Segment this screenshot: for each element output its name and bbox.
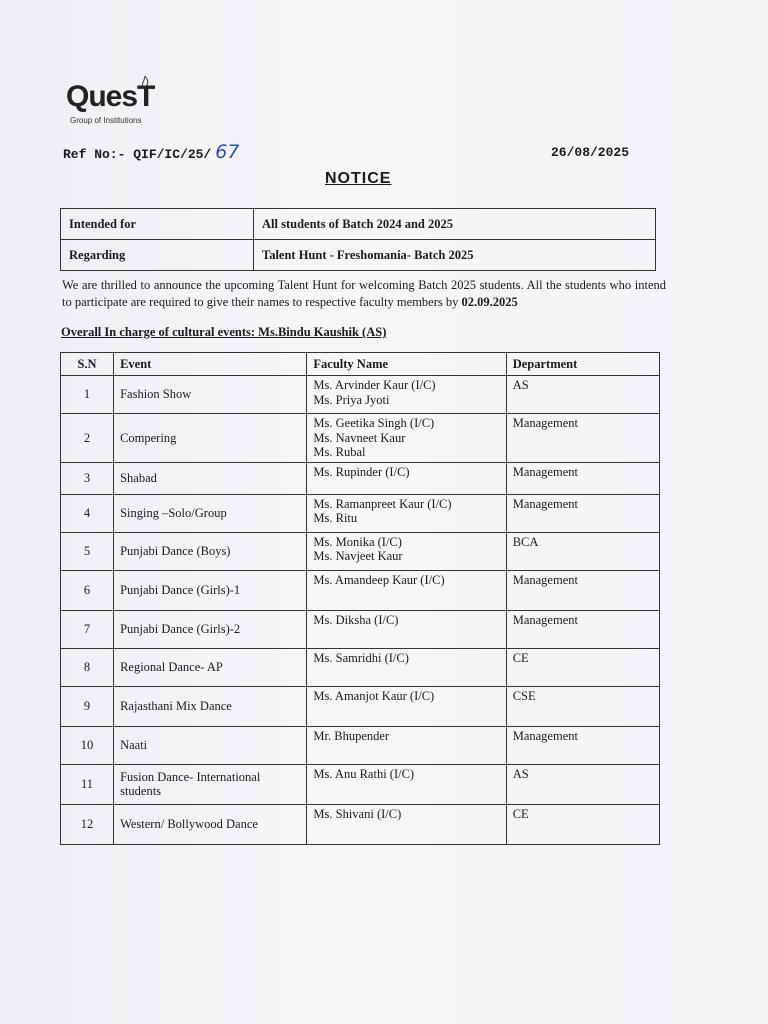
row-faculty: [307, 726, 506, 764]
row-faculty: [307, 764, 506, 804]
faculty-name: Ms. Amanjot Kaur (I/C): [313, 688, 435, 703]
faculty-name: Ms. Samridhi (I/C): [313, 650, 409, 665]
faculty-name: Ms. Ritu: [313, 511, 358, 525]
table-row: [61, 804, 660, 844]
ref-label: Ref No:- QIF/IC/25/: [63, 147, 212, 162]
row-event: Punjabi Dance (Girls)-1: [114, 570, 307, 610]
row-sn: 10: [61, 726, 114, 764]
row-event: Western/ Bollywood Dance: [114, 804, 307, 844]
row-sn: 1: [61, 376, 114, 414]
row-event: Naati: [114, 726, 307, 764]
faculty-name: Ms. Rubal: [313, 445, 366, 459]
header-department: Department: [506, 353, 659, 376]
faculty-name: Ms. Navneet Kaur: [313, 430, 406, 445]
events-table: [60, 352, 660, 845]
row-department: CSE: [506, 686, 659, 726]
row-sn: 7: [61, 610, 114, 648]
table-row: [61, 726, 660, 764]
row-sn: 3: [61, 462, 114, 494]
ref-handwritten-number: 67: [215, 141, 240, 163]
row-event: Punjabi Dance (Boys): [114, 532, 307, 570]
row-department: AS: [506, 764, 659, 804]
row-sn: 12: [61, 804, 114, 844]
row-department: BCA: [506, 532, 659, 570]
row-department: CE: [506, 648, 659, 686]
info-row-intended: [61, 209, 656, 240]
row-faculty: [307, 804, 506, 844]
intro-paragraph: [62, 277, 666, 311]
intended-label: Intended for: [61, 209, 254, 240]
row-department: Management: [506, 610, 659, 648]
row-department: AS: [506, 376, 659, 414]
table-row: [61, 376, 660, 414]
faculty-name: Ms. Diksha (I/C): [313, 612, 399, 627]
intro-text: We are thrilled to announce the upcoming Talent Hunt for welcoming Batch 2025 students. All the students who intend to participate are required to give their names to respective faculty members by: [62, 278, 666, 309]
intended-value: All students of Batch 2024 and 2025: [254, 209, 656, 240]
row-sn: 8: [61, 648, 114, 686]
regarding-label: Regarding: [61, 240, 254, 271]
row-sn: 2: [61, 414, 114, 463]
page-title: NOTICE: [325, 170, 392, 187]
table-header-row: [61, 353, 660, 376]
row-faculty: [307, 414, 506, 463]
row-faculty: [307, 686, 506, 726]
row-department: Management: [506, 462, 659, 494]
faculty-name: Ms. Ramanpreet Kaur (I/C): [313, 496, 452, 511]
row-event: Punjabi Dance (Girls)-2: [114, 610, 307, 648]
deadline-date: 02.09.2025: [461, 295, 518, 309]
faculty-name: Ms. Navjeet Kaur: [313, 549, 403, 563]
faculty-name: Ms. Anu Rathi (I/C): [313, 766, 415, 781]
row-event: Rajasthani Mix Dance: [114, 686, 307, 726]
reference-number: [63, 141, 239, 163]
row-sn: 4: [61, 494, 114, 532]
row-faculty: [307, 532, 506, 570]
faculty-name: Ms. Shivani (I/C): [313, 806, 402, 821]
row-sn: 6: [61, 570, 114, 610]
row-faculty: [307, 648, 506, 686]
row-event: Compering: [114, 414, 307, 463]
row-faculty: [307, 376, 506, 414]
table-row: [61, 686, 660, 726]
faculty-name: Ms. Priya Jyoti: [313, 392, 390, 407]
table-row: [61, 462, 660, 494]
flame-icon: [140, 76, 150, 88]
logo-wordmark: QuesT: [66, 80, 155, 113]
row-department: Management: [506, 570, 659, 610]
faculty-name: Ms. Arvinder Kaur (I/C): [313, 378, 436, 392]
row-faculty: [307, 610, 506, 648]
row-faculty: [307, 462, 506, 494]
row-department: Management: [506, 494, 659, 532]
header-sn: S.N: [61, 353, 114, 376]
header-event: Event: [114, 353, 307, 376]
faculty-name: Mr. Bhupender: [313, 728, 390, 743]
row-event: Singing –Solo/Group: [114, 494, 307, 532]
regarding-value: Talent Hunt - Freshomania- Batch 2025: [254, 240, 656, 271]
header-faculty: Faculty Name: [307, 353, 506, 376]
faculty-name: Ms. Geetika Singh (I/C): [313, 416, 435, 430]
info-table: [60, 208, 656, 271]
faculty-name: Ms. Monika (I/C): [313, 534, 402, 549]
row-event: Fashion Show: [114, 376, 307, 414]
row-department: Management: [506, 414, 659, 463]
row-faculty: [307, 494, 506, 532]
row-event: Shabad: [114, 462, 307, 494]
table-row: [61, 532, 660, 570]
row-department: Management: [506, 726, 659, 764]
table-row: [61, 570, 660, 610]
notice-date: 26/08/2025: [551, 145, 630, 160]
row-department: CE: [506, 804, 659, 844]
logo-subtitle: Group of Institutions: [70, 116, 142, 125]
table-row: [61, 610, 660, 648]
institution-logo: [66, 76, 176, 128]
table-row: [61, 764, 660, 804]
table-row: [61, 414, 660, 463]
info-row-regarding: [61, 240, 656, 271]
row-sn: 11: [61, 764, 114, 804]
faculty-name: Ms. Rupinder (I/C): [313, 464, 410, 479]
table-row: [61, 494, 660, 532]
row-sn: 9: [61, 686, 114, 726]
row-faculty: [307, 570, 506, 610]
faculty-name: Ms. Amandeep Kaur (I/C): [313, 572, 445, 587]
row-sn: 5: [61, 532, 114, 570]
row-event: Fusion Dance- International students: [114, 764, 307, 804]
row-event: Regional Dance- AP: [114, 648, 307, 686]
table-row: [61, 648, 660, 686]
incharge-heading: Overall In charge of cultural events: Ms.Bindu Kaushik (AS): [61, 325, 387, 339]
